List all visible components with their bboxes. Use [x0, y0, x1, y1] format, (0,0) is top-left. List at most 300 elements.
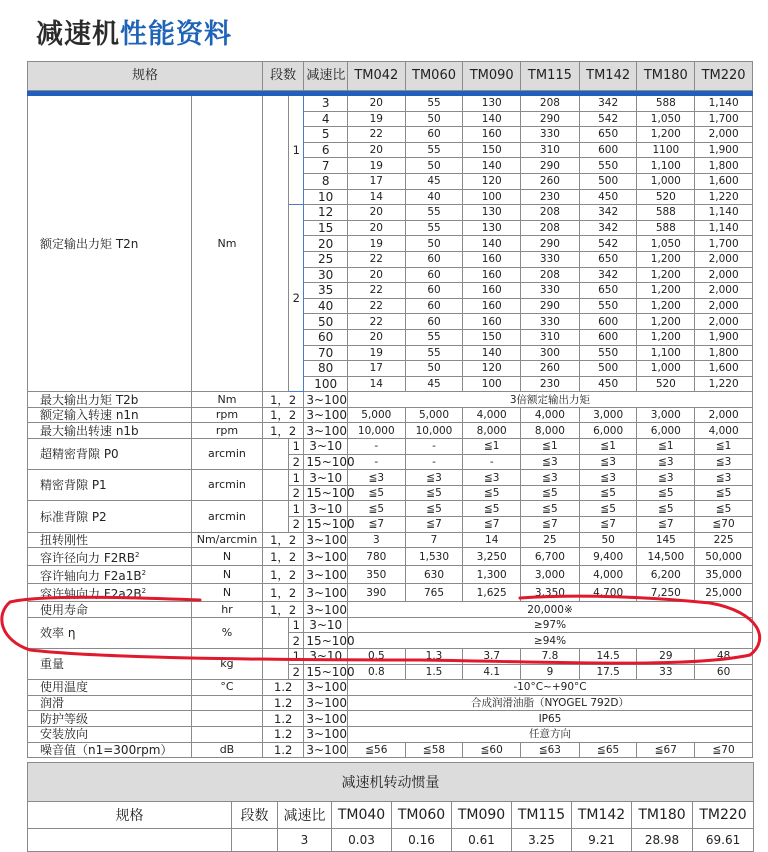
- merged-value-cell: ≥97%: [347, 617, 752, 633]
- value-cell: ≦5: [579, 485, 637, 501]
- value-cell: 45: [405, 376, 463, 392]
- value-cell: 450: [579, 376, 637, 392]
- value-cell: 1,200: [637, 314, 695, 330]
- value-cell: ≦5: [463, 501, 521, 517]
- value-cell: 550: [579, 298, 637, 314]
- value-cell: 29: [637, 649, 695, 665]
- value-cell: 22: [347, 314, 405, 330]
- value-cell: 22: [347, 251, 405, 267]
- ratio-cell: 3~10: [304, 470, 348, 486]
- value-cell: 1,200: [637, 127, 695, 143]
- ratio-cell: 15~100: [304, 485, 348, 501]
- value-cell: 10,000: [405, 423, 463, 439]
- value-cell: 230: [521, 376, 580, 392]
- value-cell: 120: [463, 361, 521, 377]
- value-cell: 19: [347, 345, 405, 361]
- value-cell: 1.3: [405, 649, 463, 665]
- inertia-ratio-cell: 3: [278, 829, 332, 852]
- spec-unit-cell: N: [192, 566, 263, 584]
- value-cell: ≦60: [463, 742, 521, 758]
- value-cell: 1,100: [637, 345, 695, 361]
- value-cell: 60: [405, 251, 463, 267]
- stage-cell: 1.2: [262, 742, 304, 758]
- stage-cell: 1: [289, 501, 304, 517]
- value-cell: 55: [405, 205, 463, 221]
- value-cell: 520: [637, 376, 695, 392]
- ratio-cell: 3~100: [304, 742, 348, 758]
- stage-cell: 1.2: [262, 726, 304, 742]
- inertia-header-cell: 规格: [28, 802, 232, 829]
- f2a1b-row: [28, 566, 753, 584]
- value-cell: 330: [521, 127, 580, 143]
- ratio-cell: 15~100: [304, 454, 348, 470]
- inertia-row: [28, 829, 754, 852]
- value-cell: 20: [347, 220, 405, 236]
- value-cell: 342: [579, 267, 637, 283]
- value-cell: 600: [579, 314, 637, 330]
- ratio-cell: 3~100: [304, 548, 348, 566]
- value-cell: ≦3: [695, 454, 753, 470]
- spec-name-text: 容许径向力 F2RB: [40, 551, 135, 566]
- spec-name-cell: [28, 566, 192, 584]
- spec-name-cell: 噪音值（n1=300rpm）: [28, 742, 192, 758]
- value-cell: 160: [463, 298, 521, 314]
- value-cell: 130: [463, 220, 521, 236]
- value-cell: 25: [521, 532, 580, 548]
- value-cell: 3,250: [463, 548, 521, 566]
- value-cell: 50: [405, 111, 463, 127]
- value-cell: 1,200: [637, 329, 695, 345]
- value-cell: 4,700: [579, 584, 637, 602]
- torque-name-cell: 额定输出力矩 T2n: [28, 96, 192, 392]
- value-cell: ≦7: [521, 517, 580, 533]
- inertia-value-cell: 3.25: [512, 829, 572, 852]
- spec-name-cell: 额定输入转速 n1n: [28, 407, 192, 423]
- value-cell: 5,000: [405, 407, 463, 423]
- value-cell: 588: [637, 220, 695, 236]
- value-cell: 3: [347, 532, 405, 548]
- ratio-cell: 12: [304, 205, 348, 221]
- ratio-cell: 30: [304, 267, 348, 283]
- value-cell: 1,800: [695, 158, 753, 174]
- value-cell: 208: [521, 267, 580, 283]
- spec-name-cell: [28, 548, 192, 566]
- value-cell: 765: [405, 584, 463, 602]
- value-cell: ≦5: [463, 485, 521, 501]
- value-cell: 6,700: [521, 548, 580, 566]
- value-cell: 588: [637, 205, 695, 221]
- header-cell: TM142: [579, 62, 637, 91]
- spec-unit-cell: arcmin: [192, 439, 263, 470]
- inertia-value-cell: 69.61: [693, 829, 754, 852]
- value-cell: 14: [347, 376, 405, 392]
- value-cell: 2,000: [695, 267, 753, 283]
- value-cell: 4,000: [463, 407, 521, 423]
- merged-value-cell: -10°C~+90°C: [347, 680, 752, 696]
- value-cell: ≦7: [637, 517, 695, 533]
- spec-unit-cell: Nm/arcmin: [192, 532, 263, 548]
- value-cell: 50: [405, 236, 463, 252]
- spec-name-cell: 安装放向: [28, 726, 192, 742]
- inertia-header-cell: 减速比: [278, 802, 332, 829]
- value-cell: 20: [347, 142, 405, 158]
- value-cell: 290: [521, 111, 580, 127]
- spec-unit-cell: arcmin: [192, 470, 263, 501]
- value-cell: 500: [579, 361, 637, 377]
- stage-cell: 1.2: [262, 695, 304, 711]
- value-cell: -: [405, 439, 463, 455]
- spec-name-cell: 最大输出力矩 T2b: [28, 392, 192, 408]
- value-cell: 160: [463, 127, 521, 143]
- value-cell: 342: [579, 96, 637, 112]
- stage-cell: 2: [289, 664, 304, 680]
- value-cell: ≦1: [463, 439, 521, 455]
- value-cell: 4,000: [695, 423, 753, 439]
- inertia-header-row: [28, 802, 754, 829]
- ratio-cell: 3~10: [304, 617, 348, 633]
- spec-unit-cell: °C: [192, 680, 263, 696]
- inertia-value-cell: 0.16: [392, 829, 452, 852]
- page-title: [36, 12, 232, 51]
- ratio-cell: 15~100: [304, 664, 348, 680]
- stage-cell: 1: [289, 617, 304, 633]
- value-cell: ≦5: [637, 485, 695, 501]
- value-cell: 5,000: [347, 407, 405, 423]
- spec-unit-cell: dB: [192, 742, 263, 758]
- value-cell: 150: [463, 142, 521, 158]
- value-cell: 7,250: [637, 584, 695, 602]
- value-cell: ≦1: [521, 439, 580, 455]
- inertia-header-cell: TM115: [512, 802, 572, 829]
- p2-row: [28, 501, 753, 517]
- value-cell: -: [347, 439, 405, 455]
- ratio-cell: 3~100: [304, 584, 348, 602]
- value-cell: 6,200: [637, 566, 695, 584]
- stage-cell: 1，2: [262, 602, 304, 618]
- value-cell: 1100: [637, 142, 695, 158]
- value-cell: 225: [695, 532, 753, 548]
- spec-name-text: 容许轴向力 F2a2B: [40, 587, 142, 602]
- stage-cell: 1，2: [262, 532, 304, 548]
- spec-name-cell: 最大输出转速 n1b: [28, 423, 192, 439]
- value-cell: 650: [579, 283, 637, 299]
- ratio-cell: 3~100: [304, 680, 348, 696]
- value-cell: ≦5: [347, 501, 405, 517]
- stage-cell: 1，2: [262, 566, 304, 584]
- value-cell: 20: [347, 96, 405, 112]
- value-cell: 330: [521, 251, 580, 267]
- stage-cell: 1，2: [262, 423, 304, 439]
- value-cell: ≦3: [695, 470, 753, 486]
- value-cell: 1,050: [637, 236, 695, 252]
- value-cell: 55: [405, 96, 463, 112]
- spacer-cell: [262, 649, 288, 680]
- value-cell: 40: [405, 189, 463, 205]
- value-cell: 650: [579, 127, 637, 143]
- value-cell: 17.5: [579, 664, 637, 680]
- ratio-cell: 6: [304, 142, 348, 158]
- value-cell: 22: [347, 283, 405, 299]
- inertia-header-cell: 段数: [232, 802, 278, 829]
- value-cell: 50: [579, 532, 637, 548]
- stage-cell: 1: [289, 649, 304, 665]
- value-cell: ≦3: [637, 454, 695, 470]
- value-cell: 3,000: [579, 407, 637, 423]
- spec-unit-cell: rpm: [192, 423, 263, 439]
- ratio-cell: 15~100: [304, 633, 348, 649]
- ratio-cell: 70: [304, 345, 348, 361]
- ratio-cell: 10: [304, 189, 348, 205]
- ratio-cell: 3~100: [304, 566, 348, 584]
- value-cell: 208: [521, 205, 580, 221]
- stage-cell: 1.2: [262, 680, 304, 696]
- value-cell: ≦5: [637, 501, 695, 517]
- value-cell: 520: [637, 189, 695, 205]
- value-cell: 1,140: [695, 205, 753, 221]
- value-cell: -: [347, 454, 405, 470]
- ratio-cell: 40: [304, 298, 348, 314]
- value-cell: 160: [463, 267, 521, 283]
- stage-cell: 1: [289, 439, 304, 455]
- inertia-title-row: [28, 763, 754, 802]
- value-cell: 1,900: [695, 329, 753, 345]
- value-cell: ≦5: [521, 485, 580, 501]
- inertia-header-cell: TM060: [392, 802, 452, 829]
- value-cell: 8,000: [521, 423, 580, 439]
- value-cell: ≦7: [579, 517, 637, 533]
- value-cell: 650: [579, 251, 637, 267]
- value-cell: 330: [521, 314, 580, 330]
- temp-row: [28, 680, 753, 696]
- value-cell: 22: [347, 127, 405, 143]
- value-cell: 450: [579, 189, 637, 205]
- value-cell: 310: [521, 142, 580, 158]
- header-cell: 段数: [262, 62, 304, 91]
- weight-row: [28, 649, 753, 665]
- merged-value-cell: 20,000※: [347, 602, 752, 618]
- inertia-table: [27, 762, 754, 852]
- value-cell: 120: [463, 173, 521, 189]
- ratio-cell: 5: [304, 127, 348, 143]
- value-cell: 1,220: [695, 376, 753, 392]
- value-cell: 342: [579, 205, 637, 221]
- stage-cell: 1，2: [262, 548, 304, 566]
- value-cell: 45: [405, 173, 463, 189]
- torque-row: [28, 96, 753, 112]
- value-cell: ≦70: [695, 742, 753, 758]
- ratio-cell: 3~100: [304, 392, 348, 408]
- value-cell: ≦67: [637, 742, 695, 758]
- value-cell: 9: [521, 664, 580, 680]
- value-cell: 2,000: [695, 127, 753, 143]
- spec-name-cell: 重量: [28, 649, 192, 680]
- value-cell: 780: [347, 548, 405, 566]
- value-cell: 1,140: [695, 96, 753, 112]
- value-cell: 1,800: [695, 345, 753, 361]
- value-cell: 1,140: [695, 220, 753, 236]
- eff-row: [28, 617, 753, 633]
- value-cell: 19: [347, 236, 405, 252]
- performance-table: [27, 61, 753, 758]
- value-cell: ≦5: [579, 501, 637, 517]
- stage-cell: 1.2: [262, 711, 304, 727]
- ratio-cell: 3~100: [304, 711, 348, 727]
- value-cell: 55: [405, 142, 463, 158]
- value-cell: 14: [463, 532, 521, 548]
- value-cell: 542: [579, 236, 637, 252]
- value-cell: 20: [347, 329, 405, 345]
- header-cell: TM180: [637, 62, 695, 91]
- value-cell: 160: [463, 314, 521, 330]
- value-cell: ≦63: [521, 742, 580, 758]
- value-cell: 290: [521, 158, 580, 174]
- stage-cell: 1: [289, 96, 304, 205]
- spec-name-cell: 标准背隙 P2: [28, 501, 192, 532]
- header-cell: TM060: [405, 62, 463, 91]
- value-cell: 60: [405, 314, 463, 330]
- value-cell: 1.5: [405, 664, 463, 680]
- value-cell: 3,000: [521, 566, 580, 584]
- value-cell: 310: [521, 329, 580, 345]
- ratio-cell: 35: [304, 283, 348, 299]
- value-cell: 1,300: [463, 566, 521, 584]
- ratio-cell: 8: [304, 173, 348, 189]
- value-cell: 10,000: [347, 423, 405, 439]
- header-cell: TM220: [695, 62, 753, 91]
- spec-name-cell: 超精密背隙 P0: [28, 439, 192, 470]
- ratio-cell: 60: [304, 329, 348, 345]
- value-cell: ≦5: [347, 485, 405, 501]
- ratio-cell: 3~100: [304, 726, 348, 742]
- value-cell: 140: [463, 236, 521, 252]
- value-cell: 1,100: [637, 158, 695, 174]
- value-cell: ≦7: [347, 517, 405, 533]
- value-cell: 50: [405, 158, 463, 174]
- stage-cell: 2: [289, 517, 304, 533]
- ratio-cell: 3~100: [304, 602, 348, 618]
- value-cell: 4.1: [463, 664, 521, 680]
- value-cell: ≦7: [405, 517, 463, 533]
- inertia-header-cell: TM180: [632, 802, 693, 829]
- value-cell: 140: [463, 345, 521, 361]
- protect-row: [28, 711, 753, 727]
- spec-unit-cell: rpm: [192, 407, 263, 423]
- inertia-value-cell: 0.61: [452, 829, 512, 852]
- value-cell: 542: [579, 111, 637, 127]
- ratio-cell: 3~100: [304, 695, 348, 711]
- value-cell: 1,000: [637, 173, 695, 189]
- value-cell: 3,350: [521, 584, 580, 602]
- value-cell: ≦3: [637, 470, 695, 486]
- ratio-cell: 3~100: [304, 423, 348, 439]
- value-cell: 1,050: [637, 111, 695, 127]
- value-cell: 260: [521, 173, 580, 189]
- ratio-cell: 100: [304, 376, 348, 392]
- value-cell: 17: [347, 173, 405, 189]
- spec-unit-cell: [192, 711, 263, 727]
- ratio-cell: 80: [304, 361, 348, 377]
- merged-value-cell: 3倍额定输出力矩: [347, 392, 752, 408]
- stage-cell: 1: [289, 470, 304, 486]
- ratio-cell: 50: [304, 314, 348, 330]
- value-cell: 1,600: [695, 361, 753, 377]
- value-cell: ≦5: [695, 485, 753, 501]
- value-cell: 8,000: [463, 423, 521, 439]
- value-cell: 140: [463, 158, 521, 174]
- value-cell: ≦3: [579, 470, 637, 486]
- value-cell: 1,200: [637, 283, 695, 299]
- spec-name-cell: 效率 η: [28, 617, 192, 648]
- stage-cell: 2: [289, 205, 304, 392]
- value-cell: ≦70: [695, 517, 753, 533]
- stiffness-row: [28, 532, 753, 548]
- spec-name-cell: 精密背隙 P1: [28, 470, 192, 501]
- inertia-value-cell: 9.21: [572, 829, 632, 852]
- inertia-empty-cell: [28, 829, 232, 852]
- stage-cell: 1，2: [262, 584, 304, 602]
- value-cell: ≦5: [695, 501, 753, 517]
- value-cell: 19: [347, 158, 405, 174]
- value-cell: 0.5: [347, 649, 405, 665]
- value-cell: 50,000: [695, 548, 753, 566]
- value-cell: 230: [521, 189, 580, 205]
- value-cell: 4,000: [521, 407, 580, 423]
- stage-cell: 2: [289, 454, 304, 470]
- ratio-cell: 15~100: [304, 517, 348, 533]
- spacer-cell: [262, 470, 288, 501]
- value-cell: 2,000: [695, 298, 753, 314]
- rated_speed-row: [28, 407, 753, 423]
- ratio-cell: 3~10: [304, 649, 348, 665]
- value-cell: 342: [579, 220, 637, 236]
- value-cell: 1,600: [695, 173, 753, 189]
- value-cell: 500: [579, 173, 637, 189]
- ratio-cell: 3~100: [304, 532, 348, 548]
- value-cell: ≦3: [521, 454, 580, 470]
- title-part2: 性能资料: [120, 19, 232, 50]
- value-cell: 1,200: [637, 251, 695, 267]
- value-cell: 9,400: [579, 548, 637, 566]
- spacer-cell: [262, 439, 288, 470]
- value-cell: 14.5: [579, 649, 637, 665]
- mount-row: [28, 726, 753, 742]
- value-cell: 22: [347, 298, 405, 314]
- ratio-cell: 20: [304, 236, 348, 252]
- value-cell: 1,700: [695, 236, 753, 252]
- value-cell: 160: [463, 251, 521, 267]
- spacer-cell: [262, 617, 288, 648]
- value-cell: 35,000: [695, 566, 753, 584]
- value-cell: ≦1: [579, 439, 637, 455]
- value-cell: 208: [521, 96, 580, 112]
- merged-value-cell: IP65: [347, 711, 752, 727]
- noise-row: [28, 742, 753, 758]
- value-cell: ≦3: [521, 470, 580, 486]
- inertia-header-cell: TM040: [332, 802, 392, 829]
- value-cell: 130: [463, 205, 521, 221]
- value-cell: 130: [463, 96, 521, 112]
- value-cell: 4,000: [579, 566, 637, 584]
- value-cell: 6,000: [637, 423, 695, 439]
- value-cell: 2,000: [695, 407, 753, 423]
- spec-unit-cell: [192, 726, 263, 742]
- spec-name-cell: 使用温度: [28, 680, 192, 696]
- performance-table-body: [28, 62, 753, 758]
- value-cell: 100: [463, 376, 521, 392]
- value-cell: 300: [521, 345, 580, 361]
- value-cell: 20: [347, 205, 405, 221]
- inertia-section-title: 减速机转动惯量: [28, 763, 754, 802]
